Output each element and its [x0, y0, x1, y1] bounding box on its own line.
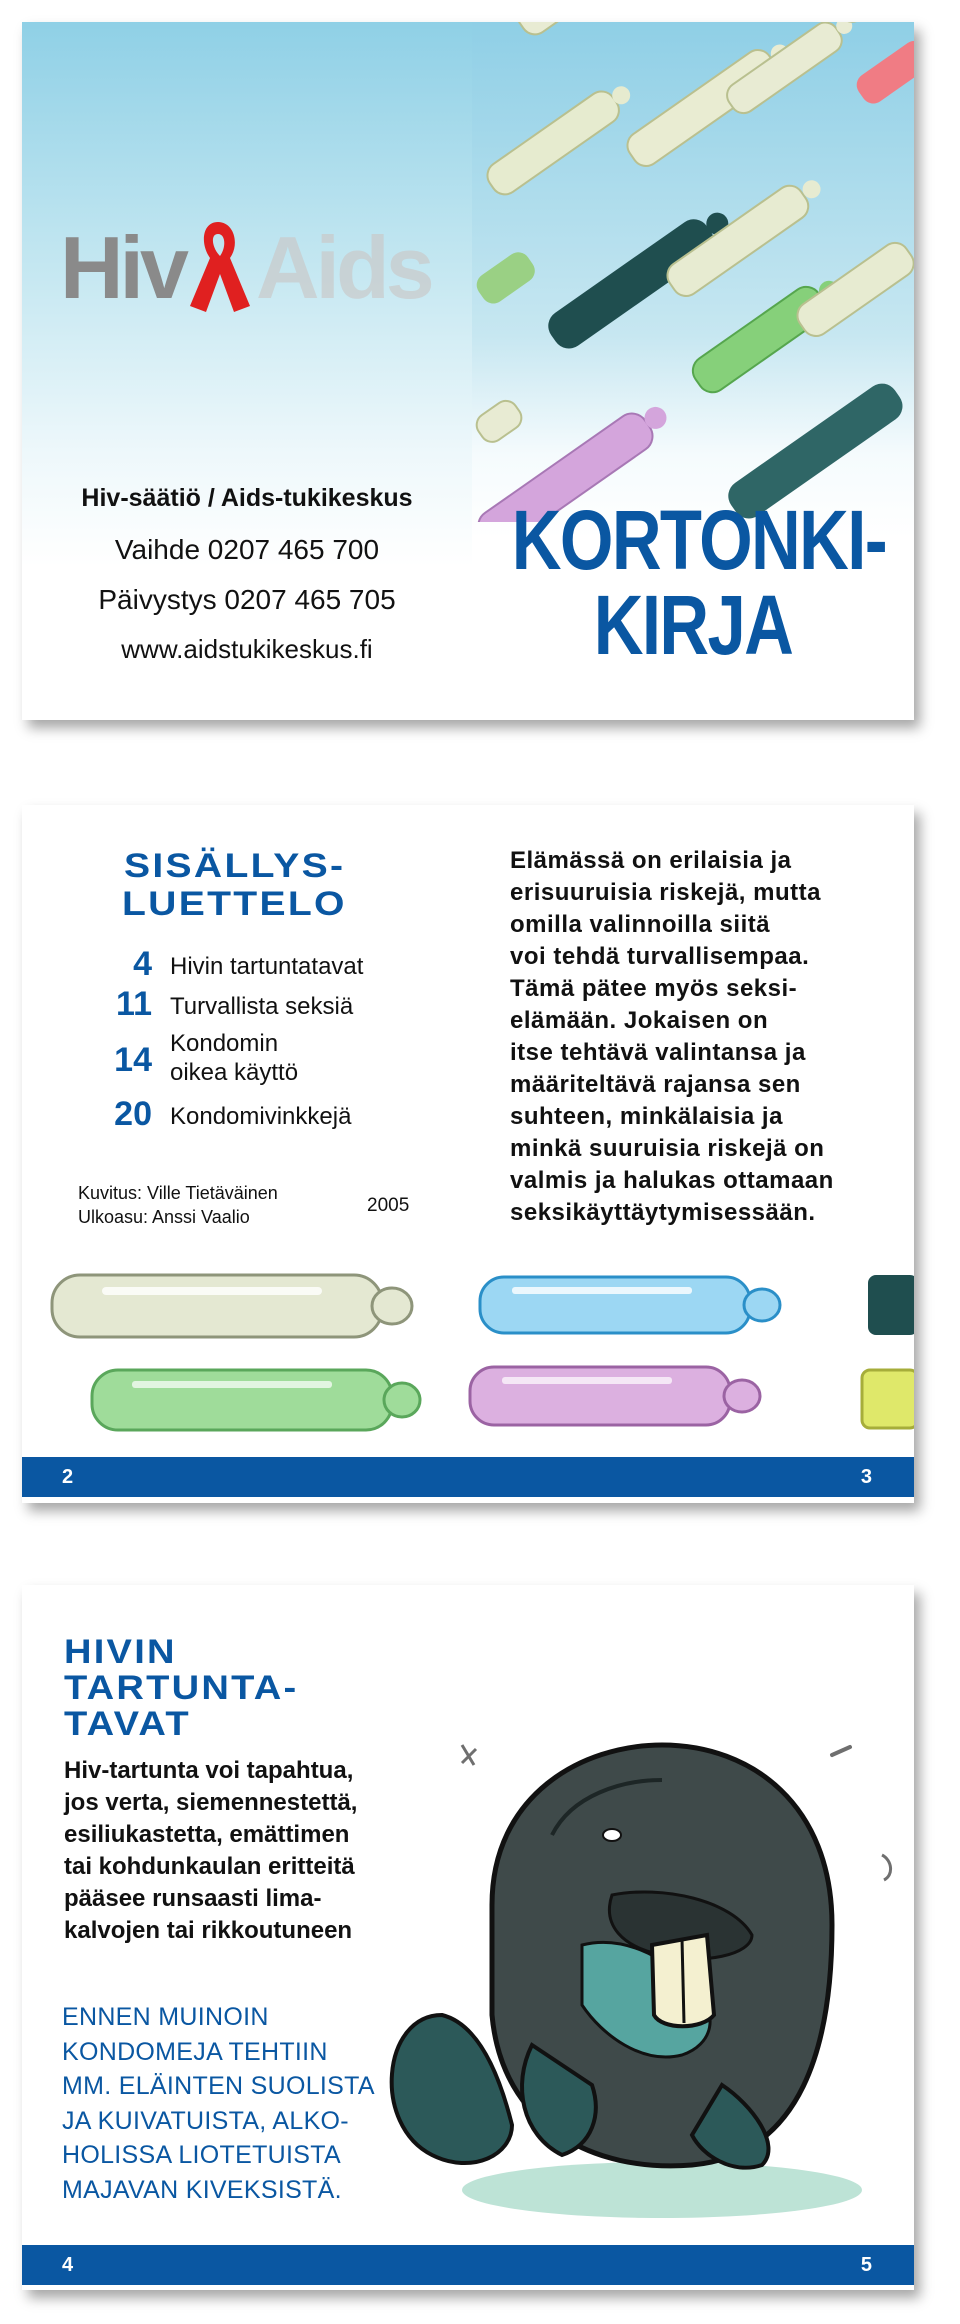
- toc-page-number: 14: [114, 1041, 152, 1079]
- tooth-gap: [682, 1939, 684, 2023]
- switchboard-phone: Vaihde 0207 465 700: [114, 534, 380, 565]
- toc-heading-line1: SISÄLLYS-: [124, 847, 346, 885]
- intro-line: elämään. Jokaisen on: [510, 1007, 769, 1034]
- toc-item-title[interactable]: Turvallista seksiä: [170, 993, 354, 1020]
- intro-line: voi tehdä turvallisempaa.: [510, 943, 810, 970]
- credit-layout: Ulkoasu: Anssi Vaalio: [78, 1207, 250, 1227]
- logo-aids-text: Aids: [256, 218, 431, 317]
- fact-line: MAJAVAN KIVEKSISTÄ.: [62, 2175, 342, 2204]
- duty-phone: Päivystys 0207 465 705: [98, 584, 396, 615]
- contents-spread: [22, 805, 914, 1503]
- red-ribbon-icon: [190, 222, 250, 312]
- beaver-illustration: [362, 1685, 914, 2235]
- body-line: pääsee runsaasti lima-: [64, 1885, 322, 1912]
- page-number-left: 4: [62, 2254, 74, 2276]
- toc-item-title-line2[interactable]: oikea käyttö: [170, 1059, 299, 1086]
- fact-line: ENNEN MUINOIN: [62, 2003, 269, 2031]
- publication-year: 2005: [367, 1195, 410, 1216]
- intro-line: seksikäyttäytymisessään.: [510, 1199, 816, 1226]
- motion-line-icon: [832, 1747, 850, 1755]
- beaver-eye: [603, 1829, 621, 1841]
- fact-line: MM. ELÄINTEN SUOLISTA: [62, 2072, 375, 2100]
- cover-spread: [22, 22, 914, 720]
- body-line: Hiv-tartunta voi tapahtua,: [64, 1757, 354, 1784]
- condom-dark-edge: [868, 1275, 914, 1335]
- page-number-right: 3: [860, 1466, 872, 1488]
- toc-item-title[interactable]: Hivin tartuntatavat: [170, 953, 364, 980]
- body-line: kalvojen tai rikkoutuneen: [64, 1917, 353, 1944]
- condom-purple: [470, 1367, 760, 1425]
- condom-blue: [480, 1277, 780, 1333]
- intro-line: itse tehtävä valintansa ja: [510, 1039, 806, 1066]
- credit-illustration: Kuvitus: Ville Tietäväinen: [78, 1183, 278, 1203]
- body-line: esiliukastetta, emättimen: [64, 1821, 350, 1848]
- falling-condoms-illustration: [472, 22, 914, 522]
- fact-line: HOLISSA LIOTETUISTA: [62, 2141, 341, 2169]
- intro-line: minkä suuruisia riskejä on: [510, 1135, 825, 1162]
- cover-title-line2: KIRJA: [593, 578, 793, 672]
- logo-hiv-text: Hiv: [60, 218, 185, 317]
- section-heading-line1: HIVIN: [64, 1633, 177, 1671]
- page-footer-bar: [22, 1457, 914, 1497]
- toc-item-title-line1[interactable]: Kondomin: [170, 1030, 279, 1057]
- toc-item-title[interactable]: Kondomivinkkejä: [170, 1103, 352, 1130]
- intro-line: valmis ja halukas ottamaan: [510, 1167, 834, 1194]
- cover-title-line1: KORTONKI-: [511, 493, 887, 587]
- organization-name: Hiv-säätiö / Aids-tukikeskus: [81, 484, 413, 512]
- condom-green: [92, 1370, 420, 1430]
- body-line: jos verta, siemennestettä,: [64, 1789, 358, 1816]
- condom-pattern: [472, 22, 914, 522]
- toc-page-number: 20: [114, 1095, 152, 1133]
- page-footer-bar: [22, 2245, 914, 2285]
- condoms-row-illustration: [22, 1235, 914, 1445]
- body-line: tai kohdunkaulan eritteitä: [64, 1853, 355, 1880]
- intro-line: määriteltävä rajansa sen: [510, 1071, 801, 1098]
- toc-heading-line2: LUETTELO: [122, 885, 347, 923]
- hiv-aids-logo: [60, 212, 460, 322]
- intro-line: erisuuruisia riskejä, mutta: [510, 879, 821, 906]
- intro-paragraph: [510, 845, 890, 1229]
- intro-line: Elämässä on erilaisia ja: [510, 847, 792, 874]
- fact-line: JA KUIVATUISTA, ALKO-: [62, 2106, 349, 2135]
- section-heading-line3: TAVAT: [64, 1705, 191, 1743]
- cover-front-page: [472, 22, 914, 720]
- cover-back-page: [22, 22, 472, 720]
- intro-line: omilla valinnoilla siitä: [510, 911, 771, 938]
- condom-beige: [52, 1275, 412, 1337]
- intro-line: Tämä pätee myös seksi-: [510, 975, 798, 1002]
- website-link[interactable]: www.aidstukikeskus.fi: [121, 634, 373, 664]
- hiv-transmission-spread: [22, 1585, 914, 2290]
- section-heading-line2: TARTUNTA-: [64, 1669, 299, 1707]
- beaver-shadow: [462, 2162, 862, 2218]
- toc-page-number: 11: [116, 985, 152, 1023]
- motion-line-icon: [882, 1855, 891, 1880]
- toc-page-number: 4: [133, 945, 152, 983]
- sweat-drop-icon: [462, 1745, 476, 1765]
- page-number-left: 2: [62, 1466, 74, 1488]
- fact-line: KONDOMEJA TEHTIIN: [62, 2037, 328, 2066]
- intro-line: suhteen, minkälaisia ja: [510, 1103, 783, 1130]
- page-number-right: 5: [860, 2254, 872, 2276]
- condom-yellow-edge: [862, 1370, 914, 1428]
